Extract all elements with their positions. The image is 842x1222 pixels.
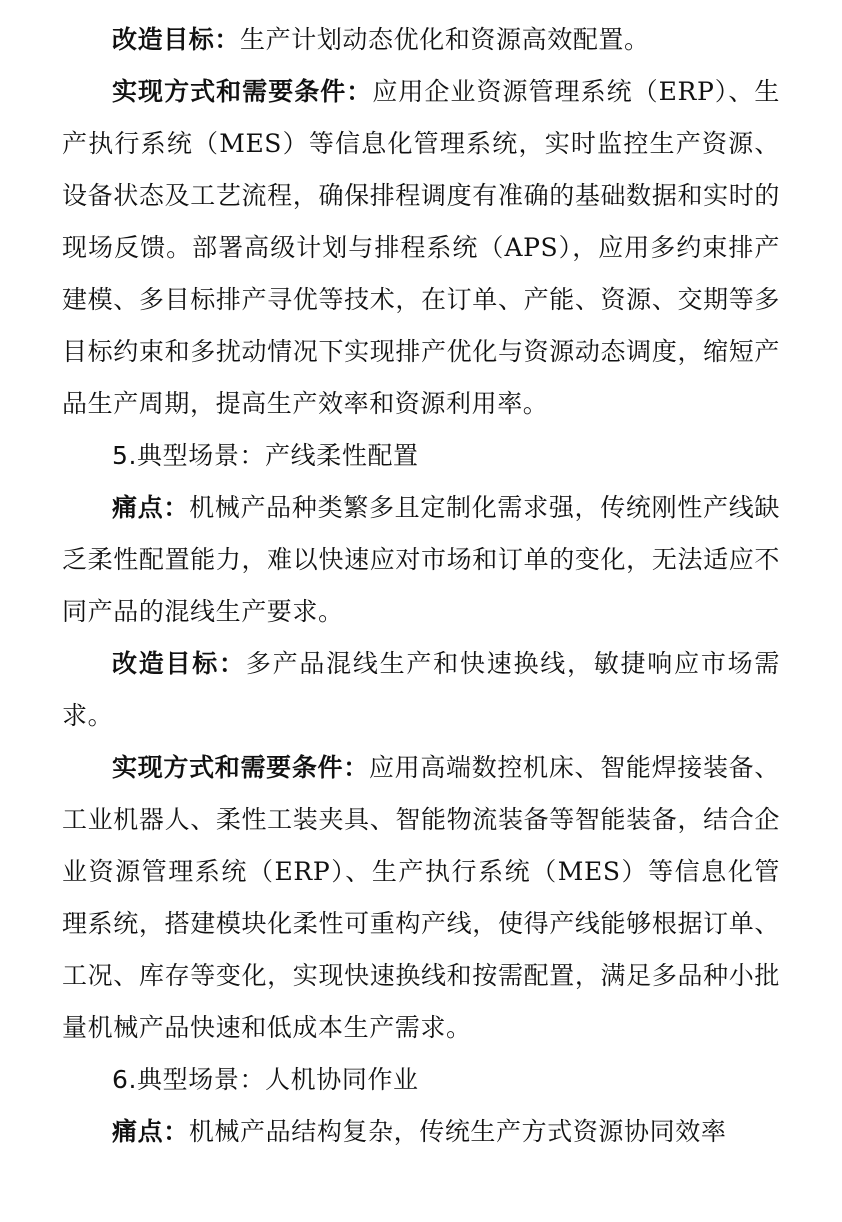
paragraph-text: 机械产品结构复杂，传统生产方式资源协同效率 <box>188 1117 727 1146</box>
section-heading-6: 6.典型场景：人机协同作业 <box>112 1065 419 1094</box>
paragraph-label: 痛点： <box>112 493 190 522</box>
paragraph-pain-point-5 <box>62 482 780 638</box>
paragraph-pain-point-6 <box>62 1106 780 1158</box>
paragraph-transformation-goal-1 <box>62 14 780 66</box>
paragraph-text: 机械产品种类繁多且定制化需求强，传统刚性产线缺乏柔性配置能力，难以快速应对市场和订单的变化，无法适应不同产品的混线生产要求。 <box>62 493 780 626</box>
paragraph-label: 改造目标： <box>112 649 246 678</box>
paragraph-text: 多产品混线生产和快速换线，敏捷响应市场需求。 <box>62 649 780 730</box>
paragraph-text: 应用企业资源管理系统（ERP）、生产执行系统（MES）等信息化管理系统，实时监控生产资源、设备状态及工艺流程，确保排程调度有准确的基础数据和实时的现场反馈。部署高级计划与排程系统（APS），应用多约束排产建模、多目标排产寻优等技术，在订单、产能、资源、交期等多目标约束和多扰动情况下实现排产优化与资源动态调度，缩短产品生产周期，提高生产效率和资源利用率。 <box>62 77 780 418</box>
section-heading-5: 5.典型场景：产线柔性配置 <box>112 441 419 470</box>
paragraph-label: 改造目标： <box>112 25 241 54</box>
paragraph-text: 生产计划动态优化和资源高效配置。 <box>240 25 650 54</box>
paragraph-transformation-goal-5 <box>62 638 780 742</box>
paragraph-label: 痛点： <box>112 1117 189 1146</box>
paragraph-label: 实现方式和需要条件： <box>112 753 369 782</box>
document-page <box>62 14 780 1158</box>
paragraph-text: 应用高端数控机床、智能焊接装备、工业机器人、柔性工装夹具、智能物流装备等智能装备，结合企业资源管理系统（ERP）、生产执行系统（MES）等信息化管理系统，搭建模块化柔性可重构产线，使得产线能够根据订单、工况、库存等变化，实现快速换线和按需配置，满足多品种小批量机械产品快速和低成本生产需求。 <box>62 753 780 1042</box>
paragraph-label: 实现方式和需要条件： <box>112 77 373 106</box>
paragraph-implementation-5 <box>62 742 780 1054</box>
paragraph-implementation-1 <box>62 66 780 430</box>
